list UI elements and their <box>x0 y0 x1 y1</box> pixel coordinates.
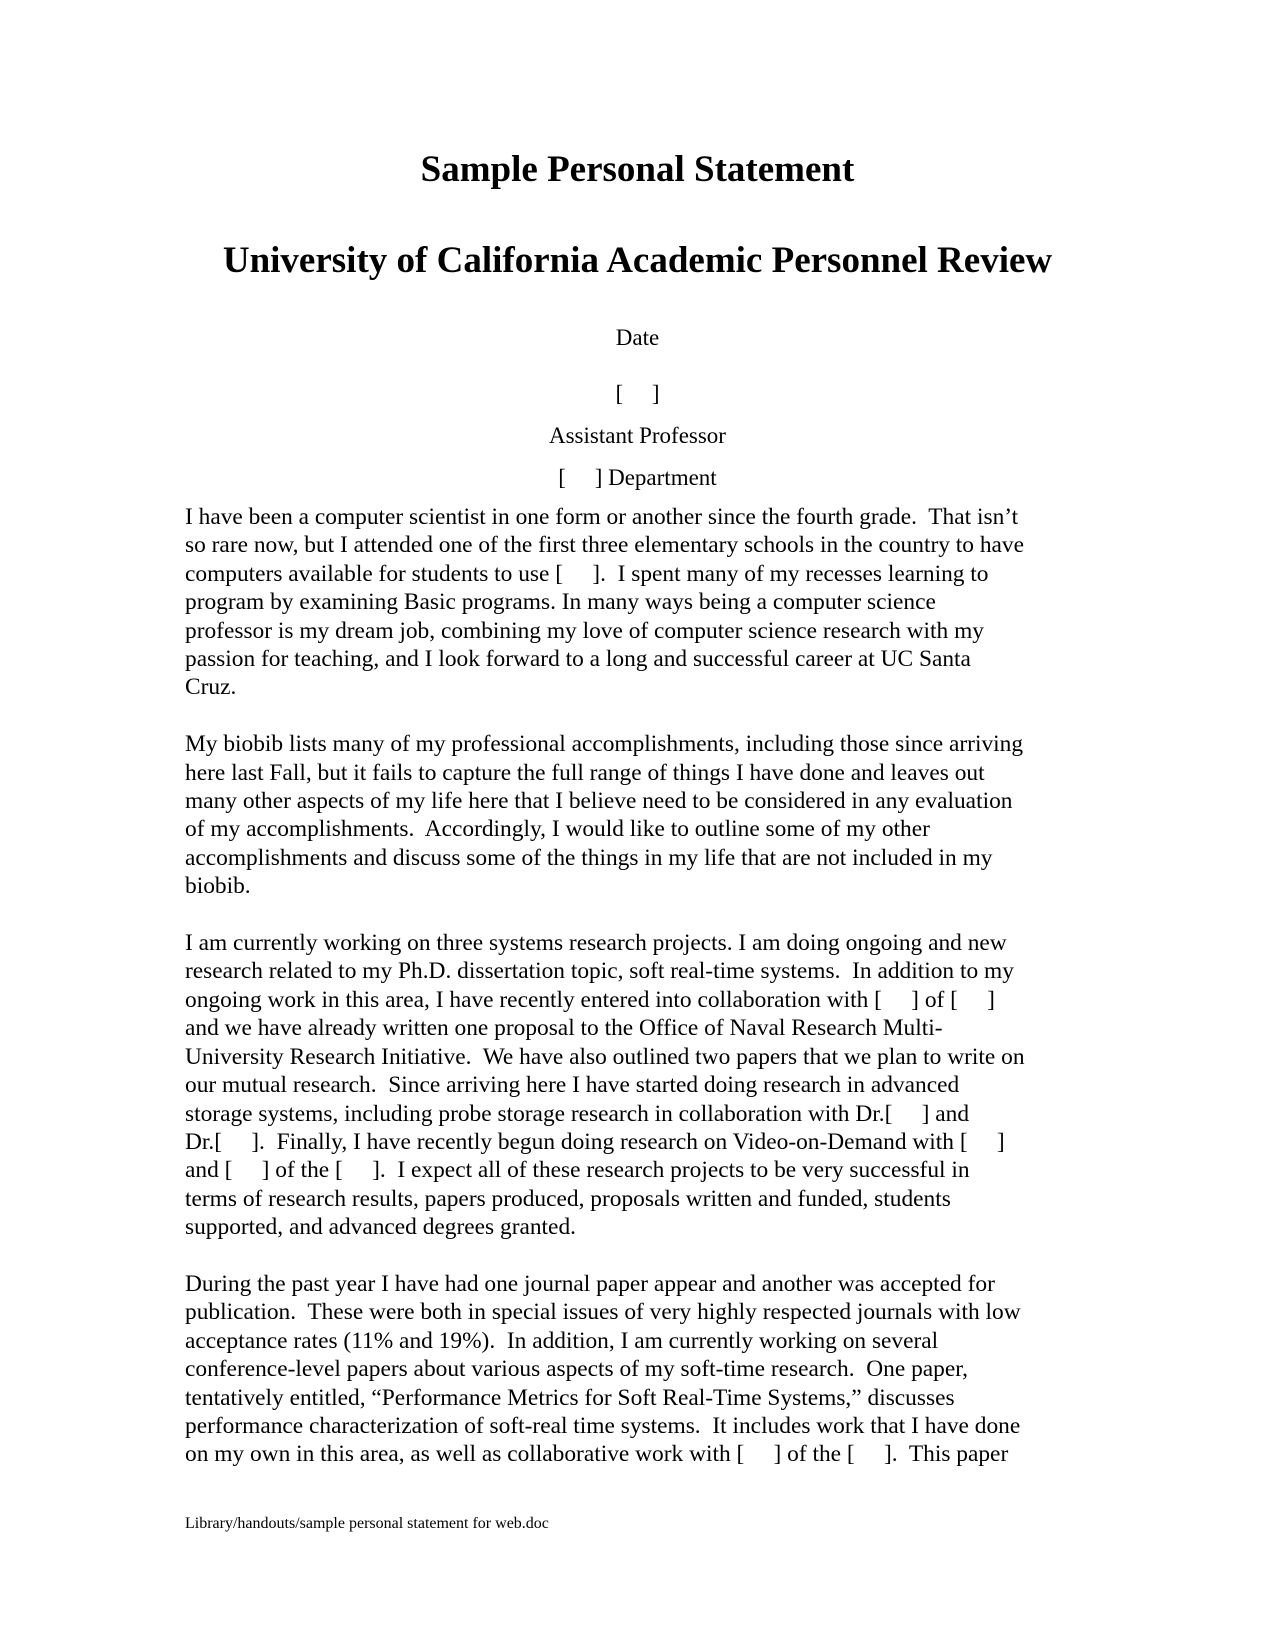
paragraph-line: our mutual research. Since arriving here I have started doing research in advanced <box>185 1072 960 1099</box>
footer-file-path: Library/handouts/sample personal statement for web.doc <box>185 1515 549 1532</box>
paragraph-line: here last Fall, but it fails to capture the full range of things I have done and leaves out <box>185 759 985 786</box>
paragraph-line: and we have already written one proposal to the Office of Naval Research Multi- <box>185 1015 943 1042</box>
paragraph-line: During the past year I have had one journal paper appear and another was accepted for <box>185 1270 995 1297</box>
paragraph-line: Dr.[ ]. Finally, I have recently begun doing research on Video-on-Demand with [ ] <box>185 1128 1005 1155</box>
paragraph-line: storage systems, including probe storage research in collaboration with Dr.[ ] and <box>185 1100 970 1127</box>
paragraph-line: biobib. <box>185 873 251 900</box>
academic-rank: Assistant Professor <box>549 423 726 448</box>
paragraph-line: I have been a computer scientist in one form or another since the fourth grade. That isn’t <box>185 504 1019 530</box>
paragraph-line: research related to my Ph.D. dissertation topic, soft real-time systems. In addition to my <box>185 958 1014 985</box>
paragraph-line: on my own in this area, as well as collaborative work with [ ] of the [ ]. This paper <box>185 1441 1009 1468</box>
document-title: Sample Personal Statement <box>420 149 855 190</box>
body-paragraph <box>185 503 1085 702</box>
paragraph-line: ongoing work in this area, I have recently entered into collaboration with [ ] of [ ] <box>185 986 995 1013</box>
statement-body <box>185 503 1085 1497</box>
paragraph-line: Cruz. <box>185 674 237 701</box>
date-label: Date <box>615 325 660 350</box>
paragraph-line: My biobib lists many of my professional accomplishments, including those since arriving <box>185 731 1024 758</box>
paragraph-line: acceptance rates (11% and 19%). In addition, I am currently working on several <box>185 1327 939 1354</box>
paragraph-line: many other aspects of my life here that I believe need to be considered in any evaluation <box>185 788 1013 815</box>
paragraph-line: passion for teaching, and I look forward to a long and successful career at UC Santa <box>185 646 971 673</box>
document-subtitle: University of California Academic Personnel Review <box>222 240 1053 281</box>
paragraph-line: University Research Initiative. We have also outlined two papers that we plan to write on <box>185 1043 1025 1070</box>
paragraph-line: so rare now, but I attended one of the first three elementary schools in the country to have <box>185 532 1024 559</box>
paragraph-line: accomplishments and discuss some of the things in my life that are not included in my <box>185 844 993 871</box>
paragraph-line: conference-level papers about various aspects of my soft-time research. One paper, <box>185 1356 968 1383</box>
paragraph-line: tentatively entitled, “Performance Metrics for Soft Real-Time Systems,” discusses <box>185 1384 955 1411</box>
body-paragraph <box>185 929 1085 1241</box>
paragraph-line: I am currently working on three systems research projects. I am doing ongoing and new <box>185 930 1007 957</box>
department-line: [ ] Department <box>558 465 717 490</box>
body-paragraph <box>185 730 1085 900</box>
paragraph-line: performance characterization of soft-real time systems. It includes work that I have done <box>185 1412 1021 1439</box>
paragraph-line: of my accomplishments. Accordingly, I would like to outline some of my other <box>185 816 930 843</box>
name-placeholder: [ ] <box>615 381 660 406</box>
paragraph-line: program by examining Basic programs. In many ways being a computer science <box>185 589 936 616</box>
paragraph-line: professor is my dream job, combining my love of computer science research with my <box>185 617 984 644</box>
paragraph-line: computers available for students to use [ ]. I spent many of my recesses learning to <box>185 560 989 587</box>
body-paragraph <box>185 1270 1085 1469</box>
paragraph-line: and [ ] of the [ ]. I expect all of these research projects to be very successful in <box>185 1157 970 1184</box>
paragraph-line: terms of research results, papers produced, proposals written and funded, students <box>185 1185 951 1212</box>
paragraph-line: supported, and advanced degrees granted. <box>185 1214 576 1241</box>
paragraph-line: publication. These were both in special issues of very highly respected journals with low <box>185 1299 1021 1326</box>
